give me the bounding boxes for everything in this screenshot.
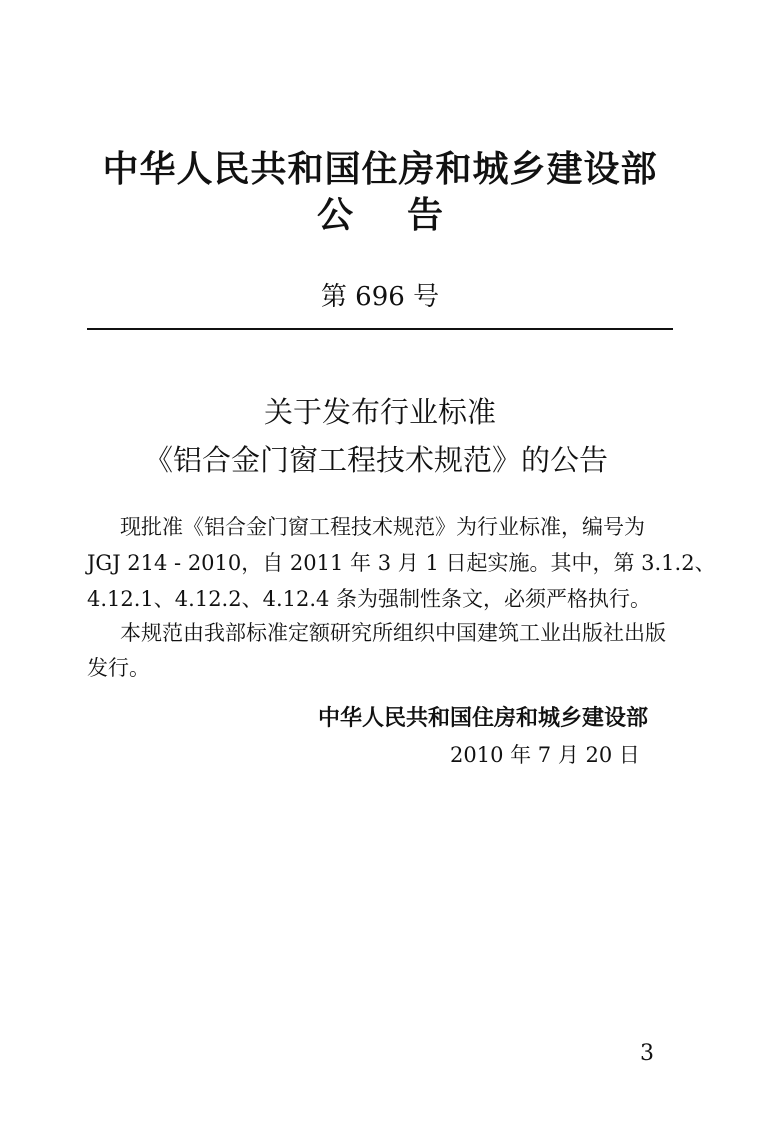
signature-organization: 中华人民共和国住房和城乡建设部: [318, 706, 649, 731]
body-paragraph-1-line-2: JGJ 214 - 2010，自 2011 年 3 月 1 日起实施。其中，第 3.1.2、: [87, 551, 716, 575]
body-paragraph-1-line-3: 4.12.1、4.12.2、4.12.4 条为强制性条文，必须严格执行。: [87, 587, 652, 611]
body-paragraph-2-line-2: 发行。: [87, 656, 150, 680]
body-paragraph-1-line-1: 现批准《铝合金门窗工程技术规范》为行业标准，编号为: [120, 515, 645, 539]
ministry-title: 中华人民共和国住房和城乡建设部: [102, 149, 658, 190]
subject-line-2: 《铝合金门窗工程技术规范》的公告: [143, 443, 608, 477]
page-number: 3: [640, 1041, 654, 1066]
body-paragraph-2-line-1: 本规范由我部标准定额研究所组织中国建筑工业出版社出版: [120, 621, 666, 645]
subject-line-1: 关于发布行业标准: [263, 395, 496, 429]
signature-date: 2010 年 7 月 20 日: [450, 743, 640, 767]
announcement-number: 第 696 号: [320, 282, 440, 312]
header-divider: [87, 328, 673, 330]
document-type-title: 公告: [316, 195, 497, 236]
